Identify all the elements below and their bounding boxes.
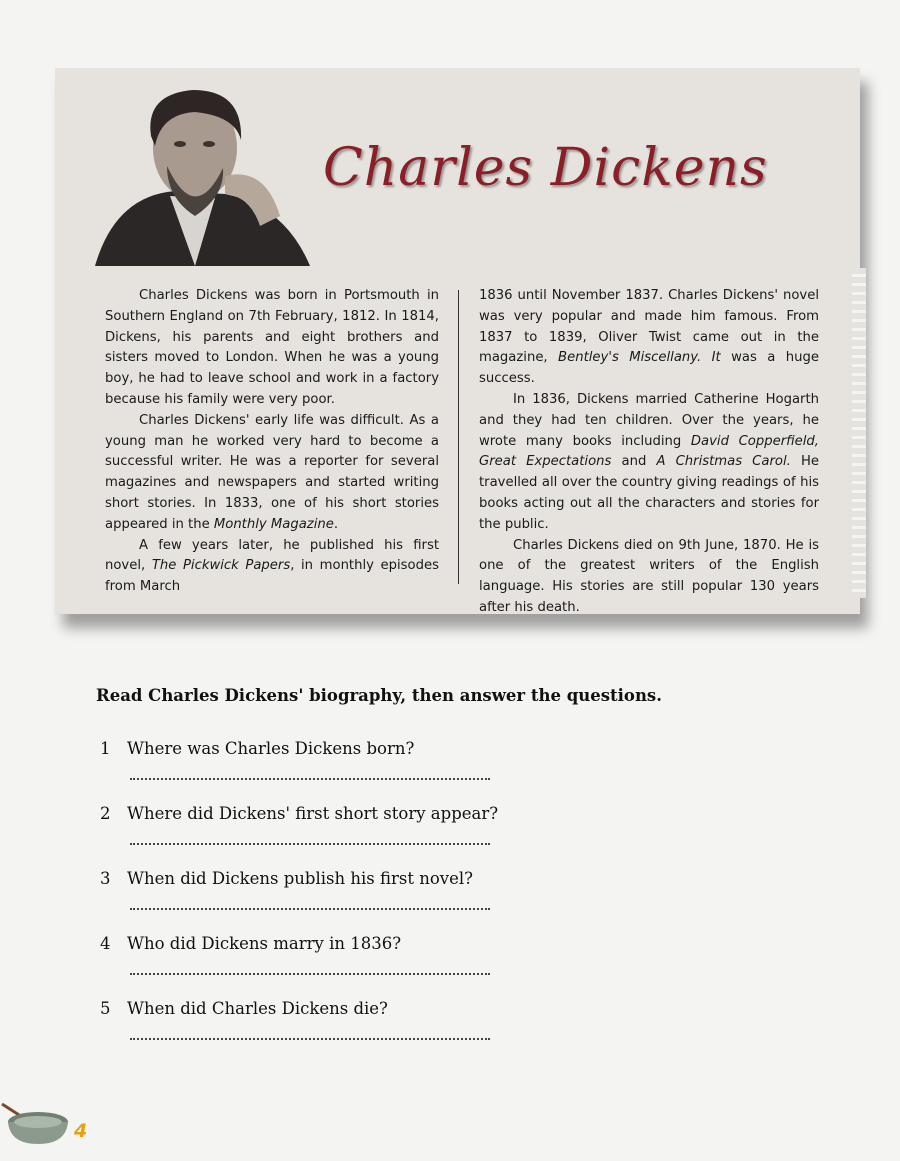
paragraph-5: Charles Dickens died on 9th June, 1870. He is one of the greatest writers of the English language. His stories are still popular 130 years after his death. [479,537,819,615]
answer-line-1[interactable] [130,776,490,780]
article-title: Charles Dickens [323,138,768,198]
paragraph-3-continued: 1836 until November 1837. Charles Dickens' novel was very popular and made him famous. From 1837 to 1839, Oliver Twist came out in the magazine, Bentley's Miscellany. It was a huge success. [479,288,819,387]
torn-edge [852,268,866,598]
column-divider [458,290,459,584]
page-number: 4 [74,1120,88,1142]
exercise-instructions: Read Charles Dickens' biography, then answer the questions. [96,686,662,705]
question-2: 2 Where did Dickens' first short story appear? [100,804,499,823]
answer-line-2[interactable] [130,841,490,845]
answer-line-5[interactable] [130,1036,490,1040]
question-3: 3 When did Dickens publish his first novel? [100,869,473,888]
paragraph-1: Charles Dickens was born in Portsmouth in Southern England on 7th February, 1812. In 1814, Dickens, his parents and eight brothers and sisters moved to London. When he was a young boy, he had to leave school and work in a factory because his family were very poor. [105,288,439,407]
paragraph-2: Charles Dickens' early life was difficult. As a young man he worked very hard to become a successful writer. He was a reporter for several magazines and newspapers and started writing short stories. In 1833, one of his short stories appeared in the Monthly Magazine. [105,412,439,532]
ink-bowl-icon [0,1092,72,1148]
article-right-column [479,286,819,619]
question-1: 1 Where was Charles Dickens born? [100,739,415,758]
biography-card [55,68,860,614]
article-left-column [105,286,439,598]
question-5: 5 When did Charles Dickens die? [100,999,388,1018]
question-4: 4 Who did Dickens marry in 1836? [100,934,402,953]
dickens-portrait-image [75,76,315,276]
paragraph-4: In 1836, Dickens married Catherine Hogarth and they had ten children. Over the years, he wrote many books including David Copperfield, Great Expectations and A Christmas Carol. He travelled all over the country giving readings of his books acting out all the characters and stories for the public. [479,391,819,532]
paragraph-3: A few years later, he published his first novel, The Pickwick Papers, in monthly episodes from March [105,537,439,595]
answer-line-4[interactable] [130,971,490,975]
answer-line-3[interactable] [130,906,490,910]
